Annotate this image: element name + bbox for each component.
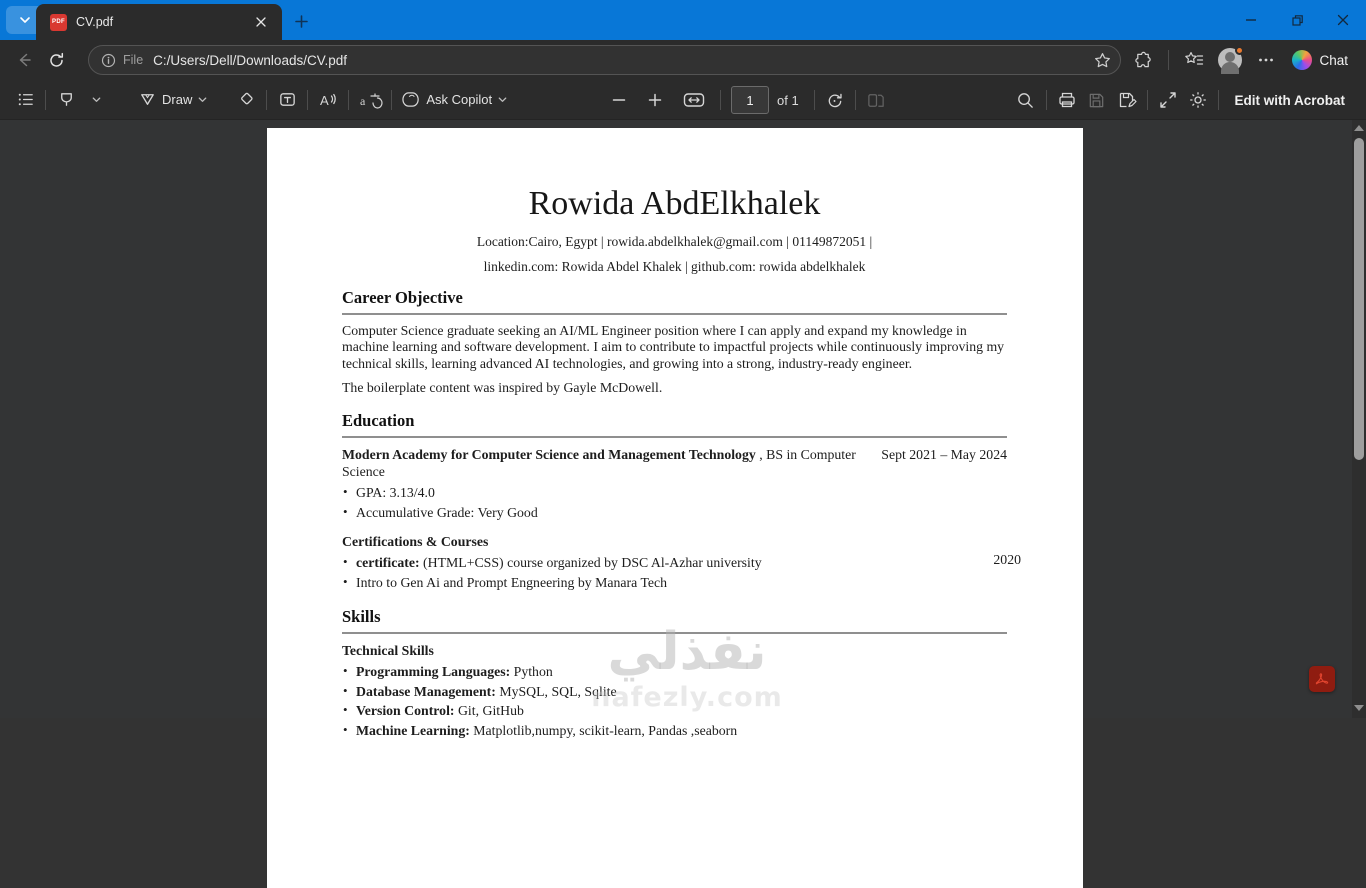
translate-button[interactable]	[354, 85, 386, 115]
active-tab[interactable]	[36, 4, 282, 40]
tab-bar	[0, 0, 1366, 40]
section-heading-objective: Career Objective	[342, 288, 1007, 315]
divider	[45, 90, 46, 110]
ask-copilot-button[interactable]	[397, 85, 513, 115]
address-bar	[0, 40, 1366, 80]
refresh-button[interactable]	[40, 44, 72, 76]
window-controls	[1228, 0, 1366, 40]
list-item: • GPA: 3.13/4.0	[342, 486, 1007, 500]
divider	[391, 90, 392, 110]
pdf-settings-button[interactable]	[1183, 85, 1213, 115]
cert-text: (HTML+CSS) course organized by DSC Al-Azhar university	[419, 555, 762, 571]
scrollbar-thumb[interactable]	[1354, 138, 1364, 460]
skills-bullets	[342, 665, 1007, 738]
favorite-star-icon[interactable]	[1093, 51, 1112, 70]
highlight-button[interactable]	[51, 85, 81, 115]
section-heading-skills: Skills	[342, 607, 1007, 634]
close-window-button[interactable]	[1320, 0, 1366, 40]
svg-text:a: a	[360, 93, 366, 108]
rotate-button[interactable]	[820, 85, 850, 115]
fullscreen-button[interactable]	[1153, 85, 1183, 115]
divider	[1168, 50, 1169, 70]
address-bar-actions	[1127, 44, 1358, 76]
technical-skills-heading: Technical Skills	[342, 643, 434, 659]
pdf-page	[267, 128, 1083, 888]
chevron-down-icon	[18, 13, 32, 27]
education-entry	[342, 447, 1007, 480]
page-controls	[604, 80, 891, 120]
table-of-contents-button[interactable]	[10, 85, 40, 115]
watermark-arabic: نفذلي	[607, 622, 767, 682]
cv-contact-line-1: Location:Cairo, Egypt | rowida.abdelkhalek@gmail.com | 01149872051 |	[476, 234, 873, 250]
highlight-options-chevron[interactable]	[81, 85, 111, 115]
edit-with-acrobat-button[interactable]	[1224, 85, 1357, 115]
acrobat-logo-icon	[1314, 671, 1330, 687]
watermark-domain: nafezly.com	[591, 682, 783, 713]
save-button[interactable]	[1082, 85, 1112, 115]
search-button[interactable]	[1011, 85, 1041, 115]
objective-note: The boilerplate content was inspired by Gayle McDowell.	[342, 380, 663, 396]
svg-text:A: A	[320, 92, 330, 108]
scroll-down-arrow-icon[interactable]	[1354, 705, 1364, 711]
divider	[348, 90, 349, 110]
cv-contact-line-2: linkedin.com: Rowida Abdel Khalek | github.com: rowida abdelkhalek	[483, 259, 866, 275]
favorites-icon[interactable]	[1178, 44, 1210, 76]
print-button[interactable]	[1052, 85, 1082, 115]
edit-with-acrobat-label: Edit with Acrobat	[1234, 92, 1345, 108]
draw-button[interactable]	[133, 85, 213, 115]
ask-copilot-label: Ask Copilot	[426, 92, 493, 107]
restore-button[interactable]	[1274, 0, 1320, 40]
fit-to-width-button[interactable]	[678, 85, 710, 115]
cert-label: certificate:	[356, 555, 420, 571]
page-count-label: of 1	[777, 92, 799, 108]
erase-button[interactable]	[231, 85, 261, 115]
objective-paragraph: Computer Science graduate seeking an AI/ML Engineer position where I can apply and expand my knowledge in machine learning and software development. I aim to contribute to impactful projects while continuously improving my technical skills, learning advanced AI technologies, and growing into a strong, industry-ready engineer.	[342, 323, 1005, 371]
list-item	[342, 552, 1021, 571]
divider	[307, 90, 308, 110]
divider	[1218, 90, 1219, 110]
divider	[814, 90, 815, 110]
pdf-viewer	[0, 120, 1366, 738]
list-item: • Machine Learning: Matplotlib,numpy, scikit-learn, Pandas ,seaborn	[342, 724, 1007, 738]
degree-text: , BS in Computer Science	[342, 447, 856, 479]
pdf-toolbar	[0, 80, 1366, 120]
draw-options-chevron	[197, 94, 208, 105]
notification-dot	[1235, 46, 1244, 55]
pdf-toolbar-right	[1011, 80, 1357, 120]
school-name: Modern Academy for Computer Science and Management Technology	[342, 447, 756, 463]
divider	[855, 90, 856, 110]
certification-bullets	[342, 552, 1021, 590]
education-bullets	[342, 486, 1007, 520]
list-item: • Version Control: Git, GitHub	[342, 704, 1007, 718]
page-number-input[interactable]	[731, 86, 769, 114]
url-scheme-label: File	[123, 53, 144, 67]
ask-copilot-chevron	[497, 94, 508, 105]
page-view-button[interactable]	[861, 85, 891, 115]
list-item: • Database Management: MySQL, SQL, Sqlite	[342, 685, 1007, 699]
section-heading-education: Education	[342, 411, 1007, 438]
site-info-icon[interactable]	[101, 53, 116, 68]
minimize-button[interactable]	[1228, 0, 1274, 40]
pdf-file-icon: PDF	[50, 14, 67, 31]
list-item: • Accumulative Grade: Very Good	[342, 506, 1007, 520]
divider	[266, 90, 267, 110]
vertical-scrollbar[interactable]	[1352, 120, 1366, 718]
avatar	[1218, 48, 1242, 72]
save-as-button[interactable]	[1112, 85, 1142, 115]
draw-label: Draw	[162, 92, 193, 107]
new-tab-button[interactable]	[288, 8, 314, 34]
list-item: • Programming Languages: Python	[342, 665, 1007, 679]
cert-date: 2020	[993, 552, 1021, 568]
back-button[interactable]	[8, 44, 40, 76]
read-aloud-button[interactable]	[313, 85, 343, 115]
url-text[interactable]: C:/Users/Dell/Downloads/CV.pdf	[153, 52, 347, 68]
certifications-heading: Certifications & Courses	[342, 534, 489, 550]
divider	[720, 90, 721, 110]
divider	[1147, 90, 1148, 110]
settings-menu-icon[interactable]	[1250, 44, 1282, 76]
chat-label: Chat	[1319, 52, 1348, 68]
zoom-in-button[interactable]	[640, 85, 670, 115]
cv-name-title: Rowida AbdElkhalek	[528, 185, 821, 222]
tab-close-button[interactable]	[250, 11, 272, 33]
scroll-up-arrow-icon[interactable]	[1354, 125, 1364, 131]
acrobat-fab-button[interactable]	[1309, 666, 1335, 692]
profile-avatar[interactable]	[1214, 44, 1246, 76]
add-text-button[interactable]	[272, 85, 302, 115]
divider	[1046, 90, 1047, 110]
tab-title: CV.pdf	[76, 15, 114, 29]
list-item: • Intro to Gen Ai and Prompt Engneering by Manara Tech	[342, 576, 1007, 590]
extensions-icon[interactable]	[1127, 44, 1159, 76]
zoom-out-button[interactable]	[604, 85, 634, 115]
copilot-chat-button[interactable]	[1286, 46, 1358, 74]
education-dates: Sept 2021 – May 2024	[881, 447, 1007, 463]
copilot-logo-icon	[1292, 50, 1312, 70]
url-bar[interactable]	[88, 45, 1121, 75]
